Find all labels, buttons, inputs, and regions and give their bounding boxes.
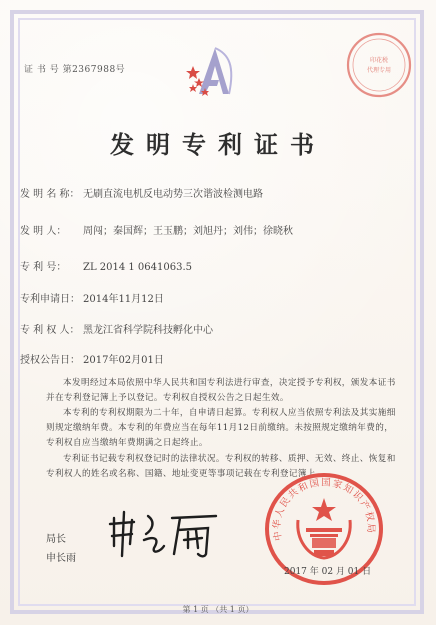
issue-date: 2017 年 02 月 01 日 — [284, 567, 372, 577]
certificate-number: 证 书 号 第2367988号 — [24, 65, 126, 75]
paragraph-1: 本发明经过本局依照中华人民共和国专利法进行审查，决定授予专利权，颁发本证书并在专利登记簿上予以登记。专利权自授权公告之日起生效。 — [46, 378, 396, 403]
invention-name: 无刷直流电机反电动势三次谐波检测电路 — [83, 189, 263, 200]
agency-stamp — [344, 30, 414, 100]
signature-title: 局长 — [46, 534, 66, 545]
handwritten-signature — [108, 508, 220, 562]
paragraph-2: 本专利的专利权期限为二十年，自申请日起算。专利权人应当依照专利法及其实施细则规定缴纳年费。本专利的年费应当在每年11月12日前缴纳。未按照规定缴纳年费的，专利权自应当缴纳年费期满之日起终止。 — [46, 408, 396, 448]
signature-name: 申长雨 — [46, 553, 76, 564]
page-footer: 第 1 页 （共 1 页） — [182, 605, 254, 614]
grant-date: 2017年02月01日 — [83, 355, 164, 366]
paragraph-3: 专利证书记载专利权登记时的法律状况。专利权的转移、质押、无效、终止、恢复和专利权人的姓名或名称、国籍、地址变更等事项记载在专利登记簿上。 — [46, 454, 396, 479]
svg-text:印花税: 印花税 — [369, 57, 389, 64]
svg-text:代理专用: 代理专用 — [366, 67, 392, 74]
certificate-title: 发明专利证书 — [110, 130, 326, 159]
patent-office-logo-icon — [185, 44, 245, 100]
patent-number-label: 专 利 号： — [20, 262, 67, 273]
filing-date-row — [20, 290, 164, 305]
patent-number-row — [20, 258, 192, 273]
patentee: 黑龙江省科学院科技孵化中心 — [83, 325, 213, 336]
grant-date-label: 授权公告日： — [20, 355, 80, 366]
invention-name-row — [20, 185, 263, 200]
seal-text: 中华人民共和国国家知识产权局 — [271, 477, 377, 542]
filing-date: 2014年11月12日 — [83, 294, 164, 305]
grant-date-row — [20, 351, 164, 366]
inventor-row — [20, 222, 293, 237]
patentee-label: 专 利 权 人： — [20, 325, 80, 336]
filing-date-label: 专利申请日： — [20, 294, 80, 305]
inventor-label: 发 明 人： — [20, 226, 67, 237]
patentee-row — [20, 321, 213, 336]
invention-name-label: 发 明 名 称： — [20, 189, 80, 200]
patent-number: ZL 2014 1 0641063.5 — [83, 262, 193, 273]
inventors: 周闯；秦国辉；王玉鹏；刘旭丹；刘伟；徐晓秋 — [83, 226, 293, 237]
